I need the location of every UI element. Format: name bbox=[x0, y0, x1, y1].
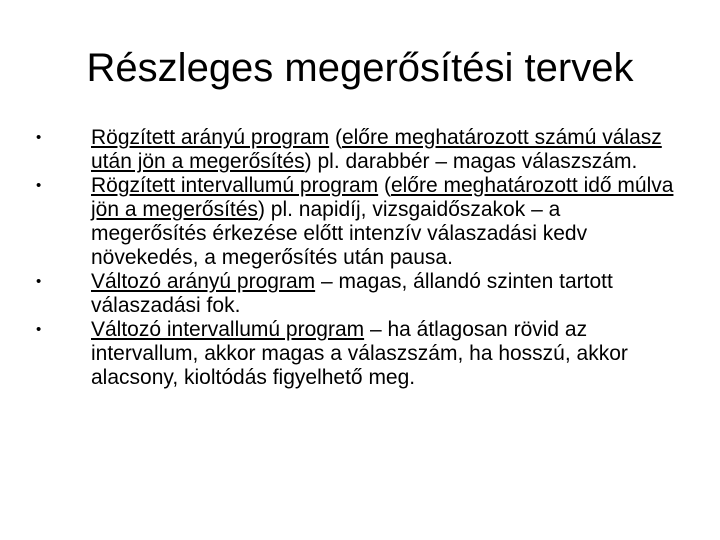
bullet-list bbox=[36, 126, 676, 390]
bullet-icon: • bbox=[36, 273, 42, 290]
bullet-text: ) pl. napidíj, vizsgaidőszakok – a megerősítés érkezése előtt intenzív válaszadási kedv növekedés, a megerősítés után pausa. bbox=[91, 198, 588, 269]
bullet-text: ( bbox=[378, 174, 391, 197]
bullet-item bbox=[36, 126, 676, 174]
bullet-text: ( bbox=[329, 126, 342, 149]
bullet-text: ) pl. darabbér – magas válaszszám. bbox=[304, 150, 638, 173]
bullet-text: – magas, állandó szinten tartott válaszadási fok. bbox=[91, 270, 613, 317]
bullet-item bbox=[36, 174, 676, 270]
slide-title: Részleges megerősítési tervek bbox=[86, 46, 634, 90]
bullet-item bbox=[36, 270, 676, 318]
bullet-icon: • bbox=[36, 129, 42, 146]
bullet-text-underlined: Változó arányú program bbox=[91, 270, 316, 293]
bullet-icon: • bbox=[36, 177, 42, 194]
bullet-text-underlined: Rögzített arányú program bbox=[91, 126, 330, 149]
bullet-text-underlined: előre meghatározott számú válasz után jön a megerősítés bbox=[91, 126, 662, 173]
bullet-text-underlined: Változó intervallumú program bbox=[91, 318, 365, 341]
bullet-icon: • bbox=[36, 321, 42, 338]
bullet-text: – ha átlagosan rövid az intervallum, akkor magas a válaszszám, ha hosszú, akkor alacsony, kioltódás figyelhető meg. bbox=[91, 318, 628, 389]
bullet-text-underlined: előre meghatározott idő múlva jön a megerősítés bbox=[91, 174, 674, 221]
bullet-text-underlined: Rögzített intervallumú program bbox=[91, 174, 379, 197]
bullet-item bbox=[36, 318, 676, 390]
